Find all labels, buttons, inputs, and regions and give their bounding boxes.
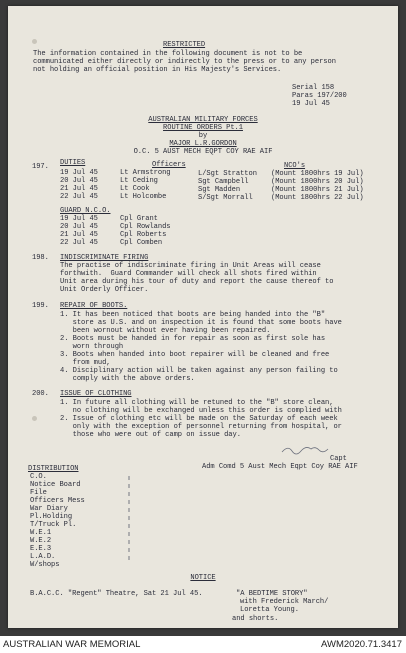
- footer-institution: AUSTRALIAN WAR MEMORIAL: [3, 639, 141, 650]
- duty-date: 20 Jul 45: [60, 177, 98, 185]
- distribution-item: C.O.: [30, 473, 47, 481]
- para-number: 199.: [32, 302, 49, 310]
- distribution-heading: DISTRIBUTION: [28, 465, 79, 473]
- duty-officer: Lt Ceding: [120, 177, 158, 185]
- distribution-item: Notice Board: [30, 481, 81, 489]
- guard-name: Cpl Grant: [120, 215, 158, 223]
- document-page: [8, 6, 398, 628]
- title-line: AUSTRALIAN MILITARY FORCES: [148, 116, 258, 124]
- title-line: O.C. 5 AUST MECH EQPT COY RAE AIF: [133, 148, 273, 156]
- para-number: 200.: [32, 390, 49, 398]
- notice-film-cast: with Frederick March/: [240, 598, 329, 606]
- duty-officer: Lt Armstrong: [120, 169, 171, 177]
- distribution-item: T/Truck Pl.: [30, 521, 77, 529]
- duty-nco: Sgt Campbell: [198, 178, 249, 186]
- title-line: ROUTINE ORDERS Pt.1: [163, 124, 243, 132]
- notice-film-cast: Loretta Young.: [240, 606, 299, 614]
- punch-hole: [32, 39, 37, 44]
- clothing-heading: ISSUE OF CLOTHING: [60, 390, 132, 398]
- duty-time: (Mount 1800hrs 22 Jul): [271, 194, 364, 202]
- distribution-item: Officers Mess: [30, 497, 85, 505]
- duty-nco: S/Sgt Morrall: [198, 194, 253, 202]
- boots-line: store as U.S. and on inspection it is found that some boots have: [60, 319, 342, 327]
- boots-line: from mud,: [60, 359, 111, 367]
- notice-heading: NOTICE: [190, 574, 216, 582]
- clothing-line: 2. Issue of clothing etc will be made on the Saturday of each week: [60, 415, 338, 423]
- distribution-item: War Diary: [30, 505, 68, 513]
- distribution-item: W.E.2: [30, 537, 52, 545]
- signature-appointment: Adm Comd 5 Aust Mech Eqpt Coy RAE AIF: [202, 463, 358, 471]
- distribution-item: Pl.Holding: [30, 513, 73, 521]
- firing-line: Unit Orderly Officer.: [60, 286, 149, 294]
- distribution-item: File: [30, 489, 47, 497]
- distribution-item: W/shops: [30, 561, 60, 569]
- guard-date: 22 Jul 45: [60, 239, 98, 247]
- para-number: 198.: [32, 254, 49, 262]
- duty-time: (Mount 1800hrs 19 Jul): [271, 170, 364, 178]
- title-line: MAJOR L.R.GORDON: [169, 140, 237, 148]
- duties-heading: DUTIES: [60, 159, 86, 167]
- distribution-item: E.E.3: [30, 545, 52, 553]
- notice-film-title: "A BEDTIME STORY": [236, 590, 308, 598]
- boots-line: been wornout without ever having been repaired.: [60, 327, 271, 335]
- distribution-item: L.A.D.: [30, 553, 56, 561]
- boots-line: worn through: [60, 343, 124, 351]
- guard-heading: GUARD N.C.O.: [60, 207, 111, 215]
- serial-paras: Paras 197/200: [292, 92, 347, 100]
- footer-accession-number: AWM2020.71.3417: [321, 639, 402, 650]
- archive-footer: [0, 636, 406, 653]
- duty-date: 21 Jul 45: [60, 185, 98, 193]
- serial-date: 19 Jul 45: [292, 100, 330, 108]
- title-line: by: [198, 132, 208, 140]
- ncos-heading: NCO's: [284, 162, 306, 170]
- duty-date: 22 Jul 45: [60, 193, 98, 201]
- guard-name: Cpl Roberts: [120, 231, 167, 239]
- signature-rank: Capt: [330, 455, 347, 463]
- restricted-line: not holding an official position in His Majesty's Services.: [33, 66, 282, 74]
- punch-hole: [32, 416, 37, 421]
- notice-extra: and shorts.: [232, 615, 279, 623]
- restricted-heading: RESTRICTED: [163, 41, 206, 49]
- duty-officer: Lt Holcombe: [120, 193, 167, 201]
- firing-line: The practise of indiscriminate firing in Unit Areas will cease: [60, 262, 321, 270]
- firing-heading: INDISCRIMINATE FIRING: [60, 254, 149, 262]
- duty-nco: Sgt Madden: [198, 186, 241, 194]
- firing-line: Unit area during his tour of duty and report the cause thereof to: [60, 278, 334, 286]
- guard-date: 20 Jul 45: [60, 223, 98, 231]
- guard-date: 21 Jul 45: [60, 231, 98, 239]
- guard-name: Cpl Rowlands: [120, 223, 171, 231]
- serial-number: Serial 158: [292, 84, 335, 92]
- clothing-line: 1. In future all clothing will be retuned to the "B" store clean,: [60, 399, 334, 407]
- restricted-line: The information contained in the following document is not to be: [33, 50, 303, 58]
- boots-line: 1. It has been noticed that boots are being handed into the "B": [60, 311, 326, 319]
- boots-line: comply with the above orders.: [60, 375, 195, 383]
- boots-line: 2. Boots must be handed in for repair as soon as first sole has: [60, 335, 326, 343]
- distribution-item: W.E.1: [30, 529, 52, 537]
- clothing-line: no clothing will be exchanged unless this order is complied with: [60, 407, 342, 415]
- restricted-line: communicated either directly or indirectly to the press or to any person: [33, 58, 336, 66]
- duty-time: (Mount 1800hrs 20 Jul): [271, 178, 364, 186]
- duty-officer: Lt Cook: [120, 185, 150, 193]
- para-number: 197.: [32, 163, 49, 171]
- duty-time: (Mount 1800hrs 21 Jul): [271, 186, 364, 194]
- boots-line: 3. Boots when handed into boot repairer will be cleaned and free: [60, 351, 330, 359]
- duty-nco: L/Sgt Stratton: [198, 170, 257, 178]
- officers-heading: Officers: [152, 161, 186, 169]
- notice-event: B.A.C.C. "Regent" Theatre, Sat 21 Jul 45.: [30, 590, 203, 598]
- duty-date: 19 Jul 45: [60, 169, 98, 177]
- firing-line: forthwith. Guard Commander will check all shots fired within: [60, 270, 317, 278]
- guard-date: 19 Jul 45: [60, 215, 98, 223]
- clothing-line: only with the exception of personnel returning from hospital, or: [60, 423, 342, 431]
- distribution-tick-marks: [126, 474, 134, 570]
- guard-name: Cpl Comben: [120, 239, 163, 247]
- clothing-line: those who were out of camp on issue day.: [60, 431, 241, 439]
- boots-heading: REPAIR OF BOOTS.: [60, 302, 128, 310]
- boots-line: 4. Disciplinary action will be taken against any person failing to: [60, 367, 338, 375]
